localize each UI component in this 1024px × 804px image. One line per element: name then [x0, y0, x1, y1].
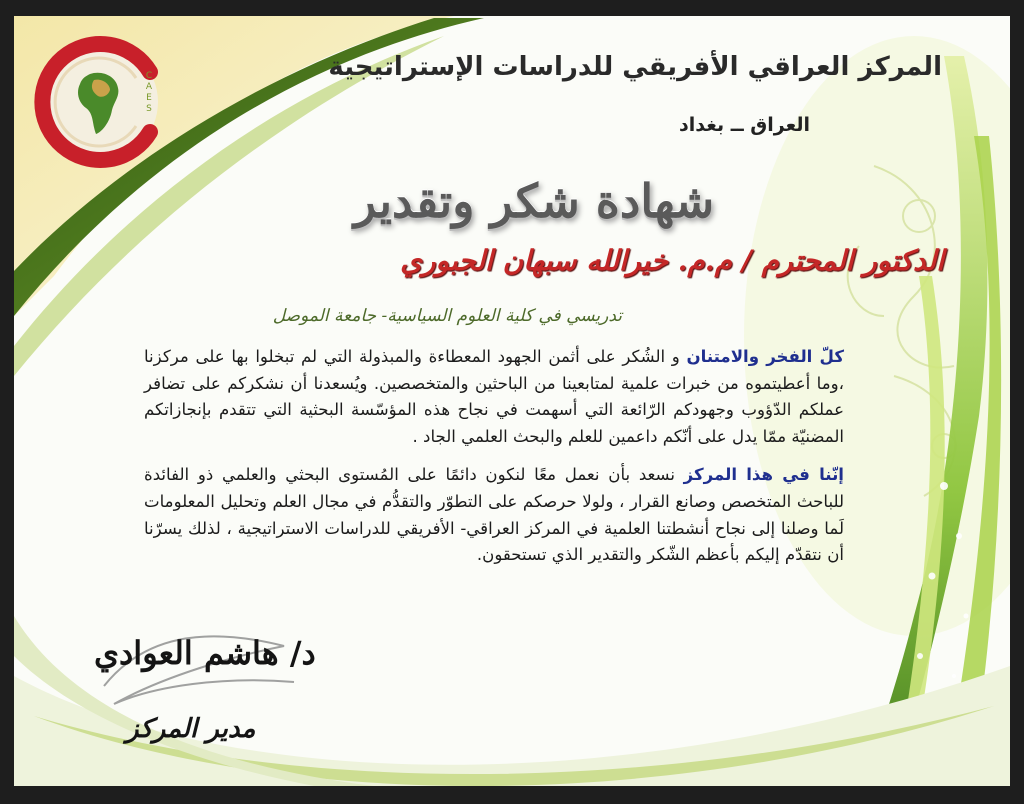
- paragraph-1-lead: كلّ الفخر والامتنان: [686, 347, 845, 366]
- paragraph-1-text: و الشُكر على أثمن الجهود المعطاءة والمبذولة التي لم تبخلوا بها على مركزنا ،وما أعطيتموه من خبرات علمية لمتابعينا من الباحثين والمتخصصين. ويُسعدنا أن نشكركم على تضافر عملكم الدّؤوب وجهودكم الرّائعة التي أسهمت في نجاح هذه المؤسّسة البحثية التي تتقدم بإنجازاتكم المضنيّة ممّا يدل على أنّكم داعمين للعلم والبحث العلمي الجاد .: [144, 347, 844, 446]
- recipient-name: الدكتور المحترم / م.م. خيرالله سبهان الجبوري: [400, 244, 944, 277]
- signatory-name: د/ هاشم العوادي: [94, 634, 316, 672]
- certificate-paper: [14, 16, 1010, 786]
- logo-letter: E: [146, 93, 152, 103]
- paragraph-2-text: نسعد بأن نعمل معًا لنكون دائمًا على المُستوى البحثي والعلمي ذو الفائدة للباحث المتخصص وصانع القرار ، ولولا حرصكم على التطوّر والتقدُّم في مجال العلم وتحليل المعلومات لَما وصلنا إلى نجاح أنشطتنا العلمية في المركز العراقي- الأفريقي للدراسات الاستراتيجية ، لذلك يسرّنا أن نتقدّم إليكم بأعظم الشّكر والتقدير الذي تستحقون.: [144, 465, 844, 565]
- paragraph-2-lead: إنّنا في هذا المركز: [683, 465, 844, 485]
- recipient-department: تدريسي في كلية العلوم السياسية- جامعة الموصل: [272, 306, 622, 326]
- logo-letter: A: [145, 82, 153, 92]
- signatory-title: مدير المركز: [126, 714, 256, 744]
- logo-letter: C: [145, 71, 153, 81]
- organization-name: المركز العراقي الأفريقي للدراسات الإستراتيجية: [328, 52, 942, 82]
- body-paragraph-1: [144, 344, 844, 450]
- certificate-title: شهادة شكر وتقدير: [353, 174, 715, 228]
- body-paragraph-2: [144, 462, 844, 568]
- organization-location: العراق ــ بغداد: [678, 114, 810, 136]
- logo-letters: [142, 71, 156, 115]
- logo-letter: S: [146, 104, 152, 114]
- certificate-body: [144, 344, 844, 581]
